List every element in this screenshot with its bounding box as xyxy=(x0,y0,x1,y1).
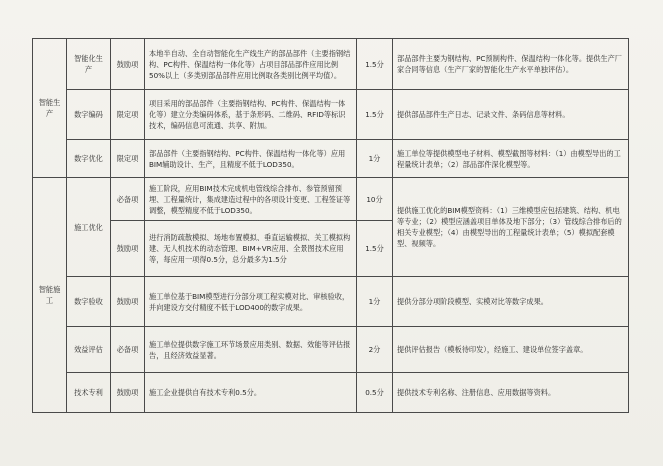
item-name: 数字优化 xyxy=(67,140,111,178)
item-type: 必备项 xyxy=(111,327,145,373)
item-type: 必备项 xyxy=(111,178,145,221)
item-type: 鼓励项 xyxy=(111,39,145,90)
table-row xyxy=(33,277,629,327)
item-description: 进行消防疏散模拟、场地布置模拟、垂直运输模拟、关工模拟构建、无人机技术的动态管理、BIM+VR应用、全景图技术应用等，每应用一项得0.5分，总分最多为1.5分 xyxy=(145,221,357,277)
item-description: 施工单位提供数字施工环节场景应用类别、数据、效能等评估报告，且经济效益显著。 xyxy=(145,327,357,373)
category-smart-production: 智能生产 xyxy=(33,39,67,178)
item-score: 1.5分 xyxy=(357,39,393,90)
item-description: 施工阶段，应用BIM技术完成机电管线综合排布、参管预留预埋、工程量统计，集成建造过程中的各项设计变更、工程签证等调整，模型精度不低于LOD350。 xyxy=(145,178,357,221)
item-type: 鼓励项 xyxy=(111,373,145,413)
table-row xyxy=(33,178,629,221)
item-name: 效益评估 xyxy=(67,327,111,373)
category-smart-construction: 智能施工 xyxy=(33,178,67,413)
item-score: 0.5分 xyxy=(357,373,393,413)
item-requirement: 提供评估报告（模板待印发），经施工、建设单位签字盖章。 xyxy=(393,327,629,373)
table-row xyxy=(33,39,629,90)
item-score: 10分 xyxy=(357,178,393,221)
item-requirement: 施工单位等提供模型电子材料、模型截图等材料：（1）由模型导出的工程量统计表单；（2）部品部件深化模型等。 xyxy=(393,140,629,178)
item-name: 技术专利 xyxy=(67,373,111,413)
item-name: 数字编码 xyxy=(67,90,111,140)
item-score: 1.5分 xyxy=(357,221,393,277)
item-requirement: 提供施工优化的BIM模型资料：（1）三维模型应包括建筑、结构、机电等专业；（2）模型应涵盖项目单体及地下部分；（3）管线综合排布后的相关专业模型；（4）由模型导出的工程量统计表单；（5）模拟配套模型、视频等。 xyxy=(393,178,629,277)
item-score: 2分 xyxy=(357,327,393,373)
item-name: 数字验收 xyxy=(67,277,111,327)
item-description: 项目采用的部品部件（主要指钢结构、PC构件、保温结构一体化等）建立分类编码体系，基于条形码、二维码、RFID等标识技术，编码信息可流通、共享、附加。 xyxy=(145,90,357,140)
item-score: 1.5分 xyxy=(357,90,393,140)
item-type: 限定项 xyxy=(111,90,145,140)
item-name: 智能化生产 xyxy=(67,39,111,90)
item-description: 施工企业提供自有技术专利0.5分。 xyxy=(145,373,357,413)
table-row xyxy=(33,373,629,413)
item-description: 部品部件（主要指钢结构、PC构件、保温结构一体化等）应用BIM辅助设计、生产，且精度不低于LOD350。 xyxy=(145,140,357,178)
scoring-table xyxy=(32,38,629,413)
table-row xyxy=(33,327,629,373)
item-requirement: 提供部品部件生产日志、记录文件、条码信息等材料。 xyxy=(393,90,629,140)
item-description: 施工单位基于BIM模型进行分部分项工程实模对比、审核验收，并向建设方交付精度不低于LOD400的数字成果。 xyxy=(145,277,357,327)
item-score: 1分 xyxy=(357,140,393,178)
item-requirement: 部品部件主要为钢结构、PC预制构件、保温结构一体化等。提供生产厂家合同等信息（生产厂家的智能化生产水平单独评估）。 xyxy=(393,39,629,90)
item-description: 本地半自动、全自动智能化生产线生产的部品部件（主要指钢结构、PC构件、保温结构一体化等）占项目部品部件应用比例50%以上（多类别部品部件应用比例取各类别比例平均值）。 xyxy=(145,39,357,90)
item-name: 施工优化 xyxy=(67,178,111,277)
table-row xyxy=(33,140,629,178)
item-type: 鼓励项 xyxy=(111,221,145,277)
item-requirement: 提供分部分项阶段模型、实模对比等数字成果。 xyxy=(393,277,629,327)
table-row xyxy=(33,90,629,140)
item-type: 鼓励项 xyxy=(111,277,145,327)
item-type: 限定项 xyxy=(111,140,145,178)
item-requirement: 提供技术专利名称、注册信息、应用数据等资料。 xyxy=(393,373,629,413)
item-score: 1分 xyxy=(357,277,393,327)
